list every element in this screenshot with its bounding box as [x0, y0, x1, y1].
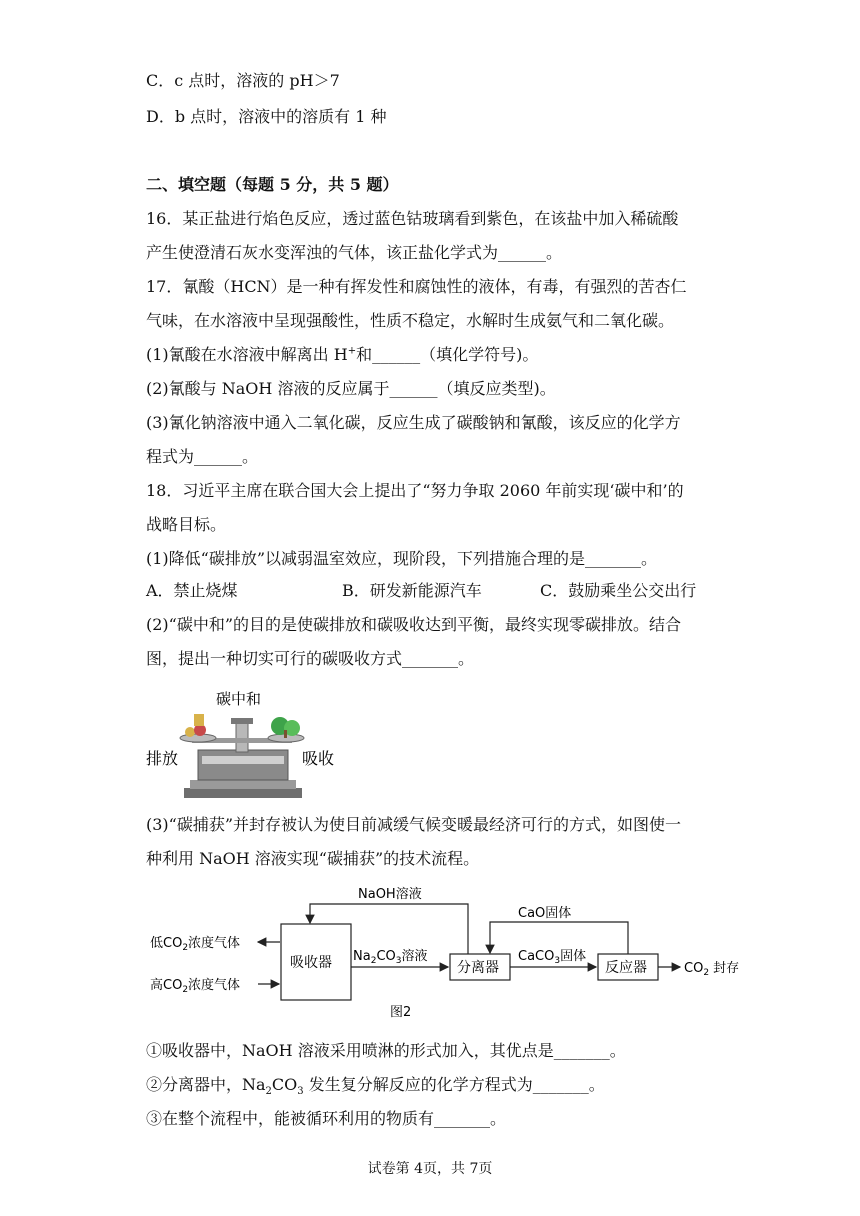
q18-line1: 18．习近平主席在联合国大会上提出了“努力争取 2060 年前实现‘碳中和’的 [146, 481, 684, 500]
reactor-label: 反应器 [605, 960, 647, 976]
q18-sub2-line2: 图，提出一种切实可行的碳吸收方式_______。 [146, 649, 475, 668]
na2co3-solution-label: $Na_2CO_3$溶液 [353, 949, 428, 966]
section-title: 二、填空题（每题 5 分，共 5 题） [146, 175, 399, 194]
q18-sub2-line1: (2)“碳中和”的目的是使碳排放和碳吸收达到平衡，最终实现零碳排放。结合 [146, 615, 682, 634]
naoh-solution-label: NaOH溶液 [358, 887, 422, 902]
option-b: B．研发新能源汽车 [342, 581, 482, 600]
cao-solid-label: CaO固体 [518, 906, 572, 921]
figure1-title: 碳中和 [216, 690, 262, 708]
q18-sub3-q3: ③在整个流程中，能被循环利用的物质有_______。 [146, 1109, 507, 1128]
q18-sub3-line1: (3)“碳捕获”并封存被认为使目前减缓气候变暖最经济可行的方式，如图使一 [146, 815, 682, 834]
figure2-caption: 图2 [390, 1005, 412, 1020]
q18-options [146, 580, 696, 602]
q17-sub2: (2)氰酸与 NaOH 溶液的反应属于______（填反应类型)。 [146, 379, 556, 398]
separator-label: 分离器 [457, 960, 499, 976]
option-c: C．鼓励乘坐公交出行 [540, 581, 697, 600]
q16-line1: 16．某正盐进行焰色反应，透过蓝色钴玻璃看到紫色，在该盐中加入稀硫酸 [146, 209, 679, 228]
caco3-solid-label: CaCO$_3$固体 [518, 949, 587, 966]
carbon-capture-flow-figure [146, 880, 756, 1030]
option-a: A．禁止烧煤 [146, 581, 238, 600]
q17-sub3-line2: 程式为______。 [146, 447, 259, 466]
q15-option-c: C．c 点时，溶液的 pH＞7 [146, 71, 340, 90]
q17-sub3-line1: (3)氰化钠溶液中通入二氧化碳，反应生成了碳酸钠和氰酸，该反应的化学方 [146, 413, 681, 432]
q18-sub3-line2: 种利用 NaOH 溶液实现“碳捕获”的技术流程。 [146, 849, 480, 868]
q16-line2: 产生使澄清石灰水变浑浊的气体，该正盐化学式为______。 [146, 243, 563, 262]
absorber-label: 吸收器 [290, 955, 332, 971]
carbon-neutral-balance-figure [146, 688, 346, 806]
page-footer: 试卷第 4页，共 7页 [367, 1161, 493, 1177]
q18-sub3-q2: ②分离器中，$Na_2CO_3$ 发生复分解反应的化学方程式为_______。 [146, 1075, 605, 1098]
q15-option-d: D．b 点时，溶液中的溶质有 1 种 [146, 107, 387, 126]
q18-line2: 战略目标。 [146, 515, 227, 534]
figure1-right-label: 吸收 [302, 749, 335, 768]
high-co2-label: 高$CO_2$浓度气体 [150, 978, 241, 995]
balance-scale-icon [180, 714, 304, 798]
q17-line2: 气味，在水溶液中呈现强酸性，性质不稳定，水解时生成氨气和二氧化碳。 [146, 311, 675, 330]
low-co2-label: 低$CO_2$浓度气体 [150, 936, 241, 953]
q18-sub1: (1)降低“碳排放”以减弱温室效应，现阶段，下列措施合理的是_______。 [146, 549, 658, 568]
figure1-left-label: 排放 [146, 749, 179, 768]
q17-line1: 17．氰酸（HCN）是一种有挥发性和腐蚀性的液体，有毒，有强烈的苦杏仁 [146, 277, 687, 296]
q18-sub3-q1: ①吸收器中，NaOH 溶液采用喷淋的形式加入，其优点是_______。 [146, 1041, 626, 1060]
co2-storage-label: $CO_2$ 封存 [684, 961, 740, 978]
q17-sub1: (1)氰酸在水溶液中解离出 H+和______（填化学符号)。 [146, 345, 539, 364]
